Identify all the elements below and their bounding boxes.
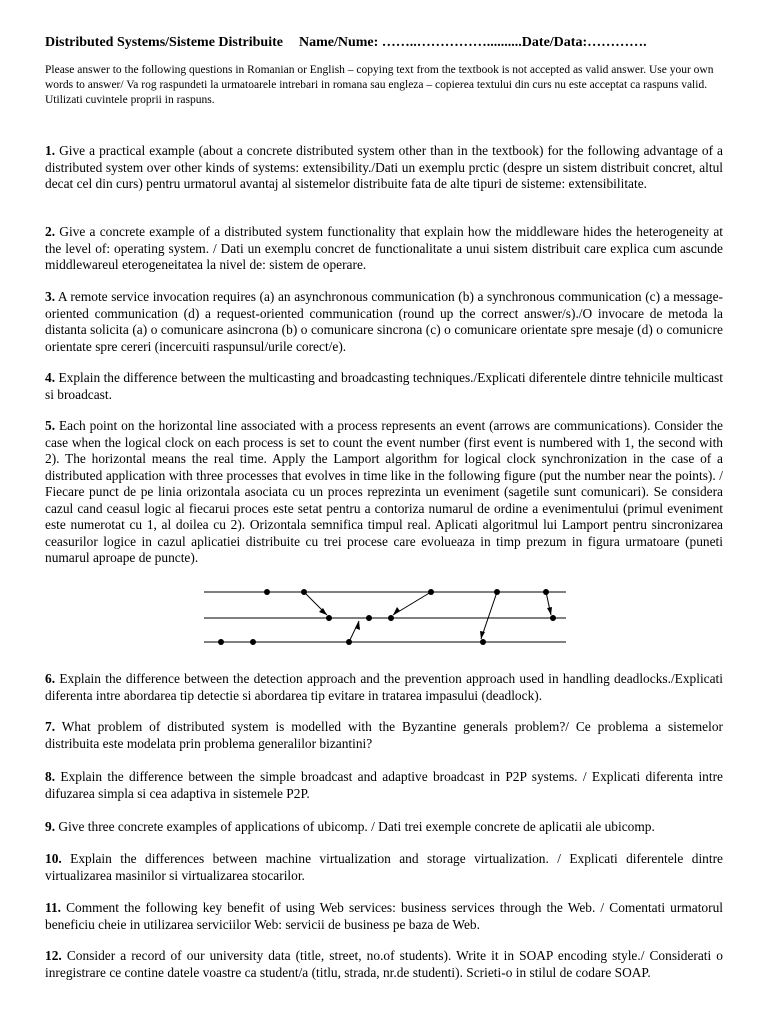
arrow-head [319, 608, 327, 615]
question-text: Explain the difference between the detection approach and the prevention approach used in handling deadlocks./Explicati diferenta intre abordarea tip detectie si abordarea tip evitare in tratarea impasului (deadlock). [45, 671, 724, 703]
question-12 [45, 948, 723, 981]
arrow-head [480, 631, 485, 639]
header [45, 35, 735, 51]
question-10 [45, 851, 723, 884]
question-9 [45, 819, 723, 836]
question-11 [45, 900, 723, 933]
question-5 [45, 418, 723, 567]
event-point [264, 589, 270, 595]
event-point [543, 589, 549, 595]
question-6 [45, 671, 723, 704]
event-point [346, 639, 352, 645]
question-text: What problem of distributed system is modelled with the Byzantine generals problem?/ Ce problema a sistemelor distribuita este modelata prin problema generalilor bizantini? [45, 719, 724, 751]
question-text: Give a practical example (about a concrete distributed system other than in the textbook) for the following advantage of a distributed system over other kinds of systems: extensibility./Dati un exemplu prctic (despre un sistem distribuit concret, altul decat cel din curs) pentru urmatorul avantaj al sistemelor distribuite fata de alte tipuri de sisteme: extensibilitate. [45, 143, 723, 191]
name-date-field: Name/Nume: ……..……………..........Date/Data:…………. [299, 35, 647, 50]
question-2 [45, 224, 723, 274]
question-8 [45, 769, 723, 802]
question-number: 3. [45, 289, 56, 304]
question-text: Explain the differences between machine virtualization and storage virtualization. / Explicati diferentele dintre virtualizarea masinilor si virtualizarea stocarilor. [45, 851, 723, 883]
event-point [218, 639, 224, 645]
question-text: A remote service invocation requires (a) an asynchronous communication (b) a synchronous communication (c) a message-oriented communication (d) a request-oriented communication (round up the correct answer/s)./O invocare de metoda la distanta solicita (a) o comunicare asincrona (b) o comunicare sincrona (c) o comunicare orientate spre mesaje (d) o comunicre orientate spre cereri (incercuiti raspunsul/urile corect/e). [45, 289, 723, 354]
event-point [480, 639, 486, 645]
question-number: 10. [45, 851, 62, 866]
question-3 [45, 289, 723, 355]
question-text: Consider a record of our university data (title, street, no.of students). Write it in SOAP encoding style./ Considerati o inregistrare ce contine datele voastre ca student/a (titlu, strada, nr.de studenti). Scrieti-o in stilul de codare SOAP. [45, 948, 723, 980]
question-number: 5. [45, 418, 56, 433]
question-text: Give three concrete examples of applications of ubicomp. / Dati trei exemple concrete de aplicatii ale ubicomp. [58, 819, 655, 834]
instructions: Please answer to the following questions in Romanian or English – copying text from the textbook is not accepted as valid answer. Use your own words to answer/ Va rog raspundeti la urmatoarele intrebari in romana sau engleza – copierea textului din curs nu este acceptat ca raspuns valid. Utilizati cuvintele proprii in raspuns. [45, 64, 714, 106]
event-point [428, 589, 434, 595]
event-point [550, 615, 556, 621]
event-point [326, 615, 332, 621]
question-number: 7. [45, 719, 56, 734]
arrow-head [393, 607, 400, 615]
question-number: 9. [45, 819, 56, 834]
question-7 [45, 719, 723, 752]
question-text: Explain the difference between the simple broadcast and adaptive broadcast in P2P systems. / Explicati diferenta intre difuzarea simpla si cea adaptiva in sistemele P2P. [45, 769, 723, 801]
course-title: Distributed Systems/Sisteme Distribuite [45, 35, 283, 50]
question-number: 6. [45, 671, 56, 686]
question-4 [45, 370, 723, 403]
event-point [250, 639, 256, 645]
question-number: 11. [45, 900, 61, 915]
event-point [301, 589, 307, 595]
question-text: Explain the difference between the multicasting and broadcasting techniques./Explicati diferentele dintre tehnicile multicast si broadcast. [45, 370, 723, 402]
question-number: 12. [45, 948, 62, 963]
question-1 [45, 143, 723, 193]
question-text: Comment the following key benefit of using Web services: business services through the Web. / Comentati urmatorul beneficiu cheie in utilizarea serviciilor Web: servicii de business pe baza de Web. [45, 900, 723, 932]
event-point [494, 589, 500, 595]
question-text: Each point on the horizontal line associated with a process represents an event (arrows are communications). Consider the case when the logical clock on each process is set to count the event number (first event is numbered with 1, the second with 2). The horizontal means the real time. Apply the Lamport algorithm for logical clock synchronization in the case of a distributed application with three processes that evolves in time like in the following figure (put the number near the points). / Fiecare punct de pe linia orizontala asociata cu un proces reprezinta un eveniment (sagetile sunt comunicari). Se considera cazul cand ceasul logic al fiecarui proces este setat pentru a contoriza numarul de ordine a evenimentului (primul eveniment este numerotat cu 1, al doilea cu 2). Orizontala semnifica timpul real. Aplicati algoritmul lui Lamport pentru sincronizarea ceasurilor logice in cazul aplicatiei distribuite cu trei procese care evolueaza in timp prezum in figura urmatoare (puneti numarul aproape de puncte). [45, 418, 723, 565]
event-point [388, 615, 394, 621]
question-number: 8. [45, 769, 56, 784]
question-number: 2. [45, 224, 56, 239]
question-number: 4. [45, 370, 56, 385]
question-number: 1. [45, 143, 56, 158]
question-text: Give a concrete example of a distributed system functionality that explain how the middleware hides the heterogeneity at the level of: operating system. / Dati un exemplu concret de functionalitate a unui sistem distribuit care explica cum ascunde middlewareul eterogeneitatea la nivel de: sistem de operare. [45, 224, 723, 272]
lamport-timeline-diagram [200, 578, 570, 652]
event-point [366, 615, 372, 621]
